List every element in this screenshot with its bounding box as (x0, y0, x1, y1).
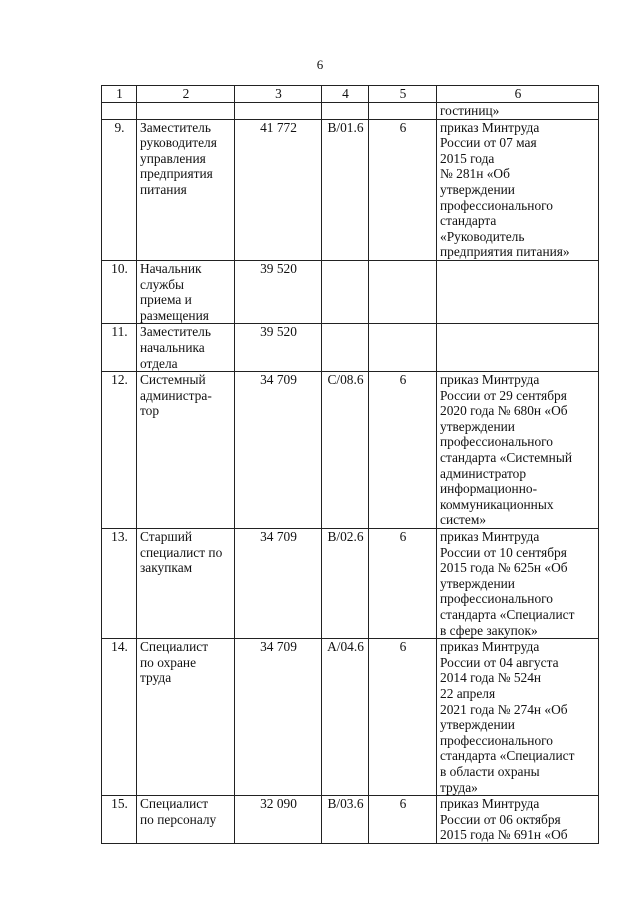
qualification-level: 6 (369, 372, 437, 529)
row-number: 9. (102, 119, 137, 260)
table-row (102, 372, 599, 529)
table-row (102, 529, 599, 639)
function-code: C/08.6 (322, 372, 369, 529)
table-row (102, 796, 599, 844)
position-title: Специалист по персоналу (137, 796, 235, 844)
table-row (102, 103, 599, 120)
table-header-row (102, 86, 599, 103)
standard-reference (437, 260, 599, 323)
standard-reference: приказ Минтруда России от 06 октября 2015 года № 691н «Об (437, 796, 599, 844)
position-title: Системный администра- тор (137, 372, 235, 529)
table-row (102, 119, 599, 260)
function-code: B/03.6 (322, 796, 369, 844)
standard-reference: гостиниц» (437, 103, 599, 120)
standard-reference: приказ Минтруда России от 07 мая 2015 года № 281н «Об утверждении профессионального стандарта «Руководитель предприятия питания» (437, 119, 599, 260)
row-number: 12. (102, 372, 137, 529)
column-header: 4 (322, 86, 369, 103)
row-number (102, 103, 137, 120)
function-code (322, 103, 369, 120)
qualification-level: 6 (369, 639, 437, 796)
function-code: B/02.6 (322, 529, 369, 639)
page-number: 6 (316, 57, 324, 72)
salary-cell: 32 090 (235, 796, 322, 844)
salary-cell: 34 709 (235, 529, 322, 639)
staff-table (101, 85, 599, 844)
row-number: 10. (102, 260, 137, 323)
position-title: Заместитель начальника отдела (137, 324, 235, 372)
salary-cell: 34 709 (235, 372, 322, 529)
table-row (102, 260, 599, 323)
row-number: 14. (102, 639, 137, 796)
salary-cell (235, 103, 322, 120)
table-row (102, 324, 599, 372)
row-number: 13. (102, 529, 137, 639)
column-header: 6 (437, 86, 599, 103)
qualification-level: 6 (369, 119, 437, 260)
salary-cell: 39 520 (235, 260, 322, 323)
salary-cell: 34 709 (235, 639, 322, 796)
position-title: Начальник службы приема и размещения (137, 260, 235, 323)
column-header: 3 (235, 86, 322, 103)
function-code: A/04.6 (322, 639, 369, 796)
standard-reference: приказ Минтруда России от 29 сентября 2020 года № 680н «Об утверждении профессионального стандарта «Системный администратор информационно- коммуникационных систем» (437, 372, 599, 529)
position-title (137, 103, 235, 120)
salary-cell: 41 772 (235, 119, 322, 260)
qualification-level (369, 324, 437, 372)
qualification-level: 6 (369, 796, 437, 844)
qualification-level (369, 260, 437, 323)
row-number: 11. (102, 324, 137, 372)
function-code: B/01.6 (322, 119, 369, 260)
salary-cell: 39 520 (235, 324, 322, 372)
standard-reference (437, 324, 599, 372)
standard-reference: приказ Минтруда России от 10 сентября 2015 года № 625н «Об утверждении профессионального стандарта «Специалист в сфере закупок» (437, 529, 599, 639)
row-number: 15. (102, 796, 137, 844)
column-header: 1 (102, 86, 137, 103)
function-code (322, 324, 369, 372)
column-header: 2 (137, 86, 235, 103)
position-title: Специалист по охране труда (137, 639, 235, 796)
position-title: Заместитель руководителя управления предприятия питания (137, 119, 235, 260)
standard-reference: приказ Минтруда России от 04 августа 2014 года № 524н 22 апреля 2021 года № 274н «Об утверждении профессионального стандарта «Специалист в области охраны труда» (437, 639, 599, 796)
table-row (102, 639, 599, 796)
qualification-level: 6 (369, 529, 437, 639)
function-code (322, 260, 369, 323)
column-header: 5 (369, 86, 437, 103)
qualification-level (369, 103, 437, 120)
position-title: Старший специалист по закупкам (137, 529, 235, 639)
